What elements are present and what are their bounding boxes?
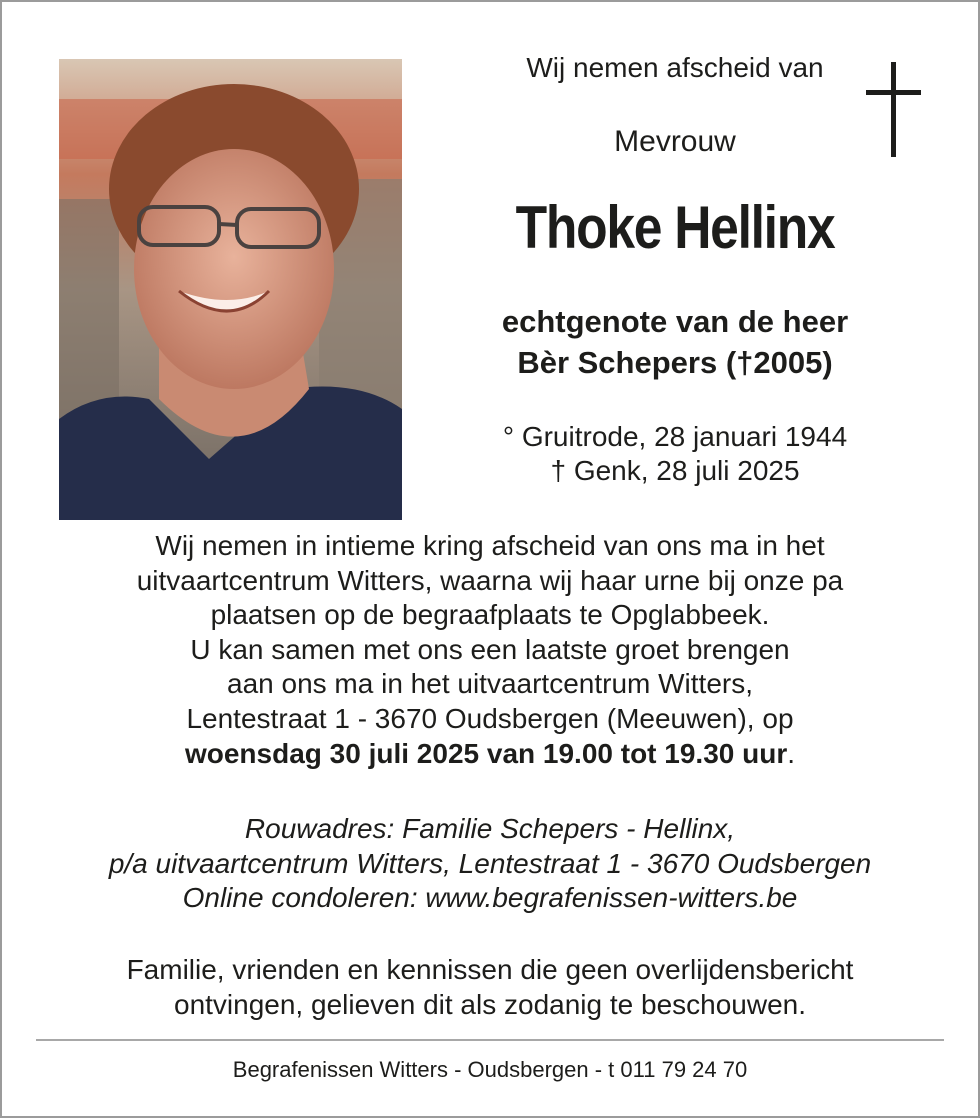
notice-line-1: Familie, vrienden en kennissen die geen overlijdensbericht (126, 954, 854, 985)
mourning-address (40, 812, 940, 916)
salutation: Mevrouw (614, 125, 736, 158)
portrait-photo (59, 59, 402, 520)
address-line-2: p/a uitvaartcentrum Witters, Lentestraat 1 - 3670 Oudsbergen (108, 847, 872, 879)
spouse-line-2: Bèr Schepers (†2005) (517, 345, 833, 380)
ceremony-date-line (40, 737, 940, 772)
spouse-line-1: echtgenote van de heer (501, 304, 849, 339)
funeral-home-footer: Begrafenissen Witters - Oudsbergen - t 011 79 24 70 (232, 1057, 748, 1082)
ceremony-date: woensdag 30 juli 2025 van 19.00 tot 19.30 uur (184, 737, 788, 769)
ceremony-text (40, 529, 940, 771)
ceremony-line: aan ons ma in het uitvaartcentrum Witters, (227, 668, 753, 700)
notice-line-2: ontvingen, gelieven dit als zodanig te beschouwen. (174, 989, 806, 1020)
ceremony-date-period: . (787, 737, 796, 769)
deceased-name: Thoke Hellinx (515, 194, 835, 261)
condolence-link: Online condoleren: www.begrafenissen-witters.be (182, 882, 798, 913)
address-line-1: Rouwadres: Familie Schepers - Hellinx, (244, 813, 736, 844)
notice-text (40, 952, 940, 1022)
ceremony-line: U kan samen met ons een laatste groet brengen (190, 633, 790, 665)
birth-info: ° Gruitrode, 28 januari 1944 (502, 421, 848, 452)
ceremony-line: Lentestraat 1 - 3670 Oudsbergen (Meeuwen), op (186, 702, 794, 734)
death-info: † Genk, 28 juli 2025 (550, 455, 800, 486)
divider (36, 1039, 944, 1041)
ceremony-line: Wij nemen in intieme kring afscheid van ons ma in het (155, 530, 825, 561)
ceremony-line: uitvaartcentrum Witters, waarna wij haar urne bij onze pa (136, 564, 844, 596)
intro-text: Wij nemen afscheid van (526, 52, 824, 83)
ceremony-line: plaatsen op de begraafplaats te Opglabbeek. (210, 599, 770, 631)
